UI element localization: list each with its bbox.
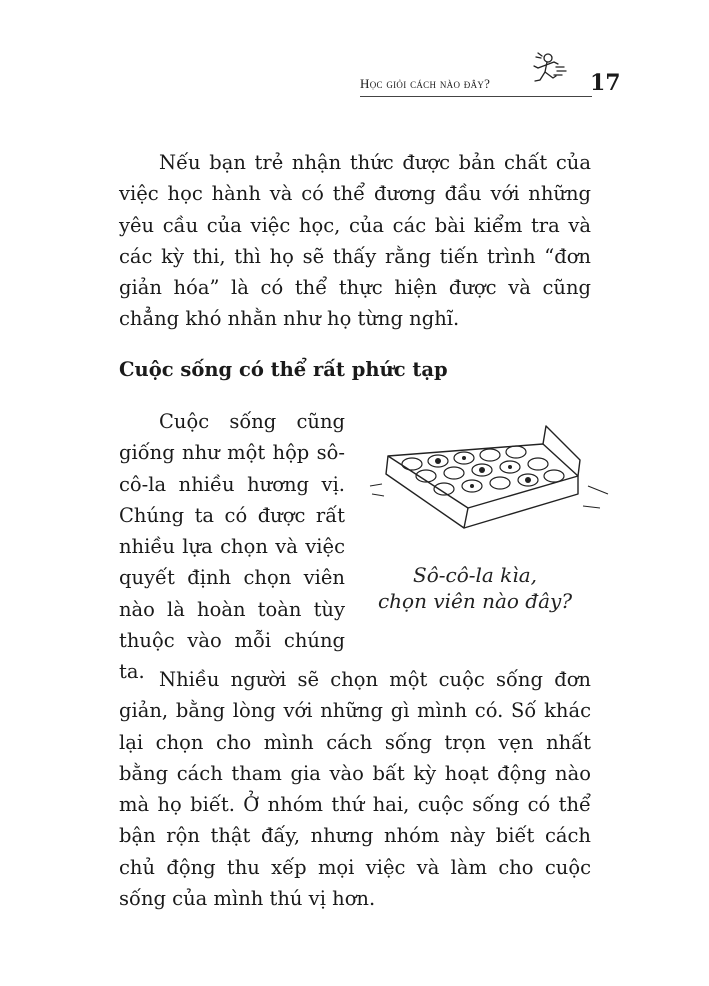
page-number: 17: [590, 70, 621, 96]
running-figure-icon: [526, 50, 570, 90]
running-header: Học giỏi cách nào đây?: [360, 76, 491, 91]
header-rule: [360, 96, 592, 97]
section-heading: Cuộc sống có thể rất phức tạp: [119, 358, 448, 381]
paragraph-2: Cuộc sống cũng giống như một hộp sô-cô-la nhiều hương vị. Chúng ta có được rất nhiều lựa chọn và việc quyết định chọn viên nào là hoàn toàn tùy thuộc vào mỗi chúng ta.: [119, 410, 345, 684]
paragraph-3: Nhiều người sẽ chọn một cuộc sống đơn giản, bằng lòng với những gì mình có. Số khác lại chọn cho mình cách sống trọn vẹn nhất bằng cách tham gia vào bất kỳ hoạt động nào mà họ biết. Ở nhóm thứ hai, cuộc sống có thể bận rộn thật đấy, nhưng nhóm này biết cách chủ động thu xếp mọi việc và làm cho cuộc sống của mình thú vị hơn.: [119, 668, 591, 911]
paragraph-1: Nếu bạn trẻ nhận thức được bản chất của việc học hành và có thể đương đầu với những yêu cầu của việc học, của các bài kiểm tra và các kỳ thi, thì họ sẽ thấy rằng tiến trình “đơn giản hóa” là có thể thực hiện được và cũng chẳng khó nhằn như họ từng nghĩ.: [119, 151, 591, 331]
caption-line-2: chọn viên nào đây?: [377, 589, 573, 613]
chocolate-box-icon: [368, 416, 618, 556]
illustration-caption: [370, 562, 580, 614]
caption-line-1: Sô-cô-la kìa,: [413, 563, 537, 587]
